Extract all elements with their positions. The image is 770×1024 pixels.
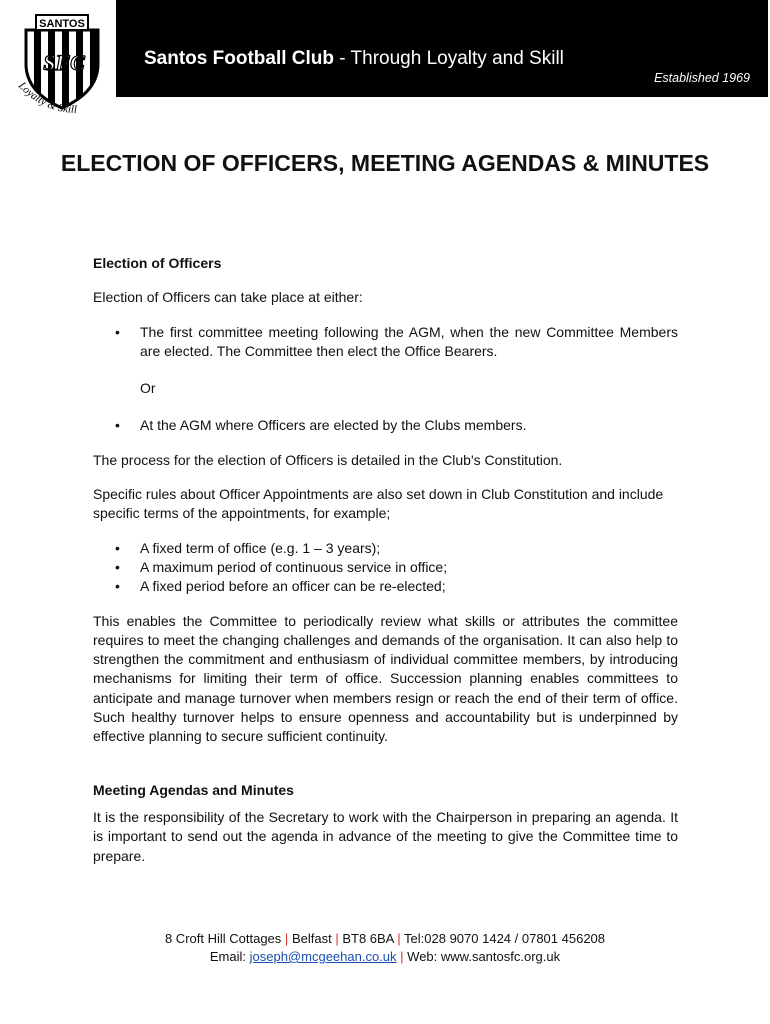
benefits-paragraph: This enables the Committee to periodically review what skills or attributes the committee requires to meet the changing challenges and demands of the organisation. It can also help to strengthen the commitment and enthusiasm of individual committee members, by introducing mechanisms for limiting their term of office. Succession planning enables committees to anticipate and manage turnover when members resign or reach the end of their term of office. Such healthy turnover helps to ensure openness and accountability but is underpinned by effective planning to secure sufficient continuity.	[93, 612, 678, 745]
footer-separator: |	[397, 931, 401, 946]
section-heading-agendas: Meeting Agendas and Minutes	[93, 781, 294, 798]
footer-address: 8 Croft Hill Cottages	[164, 931, 282, 946]
footer	[0, 930, 770, 966]
club-name: Santos Football Club	[144, 48, 334, 69]
club-tagline: - Through Loyalty and Skill	[334, 48, 564, 69]
footer-city: Belfast	[291, 931, 332, 946]
logo-motto: Loyalty & Skill	[15, 79, 77, 116]
election-options-list-2	[93, 416, 678, 435]
election-intro: Election of Officers can take place at either:	[93, 289, 363, 306]
or-separator: Or	[140, 380, 156, 397]
election-options-list	[93, 323, 678, 362]
footer-separator: |	[335, 931, 339, 946]
footer-address-line	[0, 930, 770, 948]
footer-contact-line	[0, 948, 770, 966]
terms-list	[93, 539, 678, 597]
list-item: • A fixed term of office (e.g. 1 – 3 years);	[93, 539, 678, 558]
logo-top-text: SANTOS	[39, 18, 85, 30]
logo-monogram: SFC	[43, 50, 85, 75]
document-title: ELECTION OF OFFICERS, MEETING AGENDAS & MINUTES	[60, 150, 710, 176]
established-label: Established 1969	[654, 71, 750, 85]
footer-postcode: BT8 6BA	[342, 931, 394, 946]
list-item: • The first committee meeting following the AGM, when the new Committee Members are elected. The Committee then elect the Office Bearers.	[93, 323, 678, 362]
rules-paragraph: Specific rules about Officer Appointments are also set down in Club Constitution and include specific terms of the appointments, for example;	[93, 486, 664, 522]
footer-separator: |	[400, 949, 404, 964]
footer-telephone: Tel:028 9070 1424 / 07801 456208	[404, 931, 606, 946]
footer-separator: |	[284, 931, 289, 946]
list-item: • At the AGM where Officers are elected by the Clubs members.	[93, 416, 678, 435]
email-link[interactable]: joseph@mcgeehan.co.uk	[249, 949, 397, 964]
process-paragraph: The process for the election of Officers is detailed in the Club's Constitution.	[93, 451, 563, 468]
footer-web: Web: www.santosfc.org.uk	[407, 949, 561, 964]
header-band	[116, 0, 768, 97]
section-heading-election: Election of Officers	[93, 255, 222, 271]
footer-email-label: Email:	[209, 949, 250, 964]
club-crest-logo	[14, 12, 110, 120]
document-body	[93, 254, 678, 866]
list-item: • A fixed period before an officer can be re-elected;	[93, 577, 678, 596]
agendas-paragraph: It is the responsibility of the Secretary to work with the Chairperson in preparing an agenda. It is important to send out the agenda in advance of the meeting to give the Committee time to prepare.	[93, 808, 678, 864]
list-item: • A maximum period of continuous service in office;	[93, 558, 678, 577]
header-title	[144, 48, 564, 70]
